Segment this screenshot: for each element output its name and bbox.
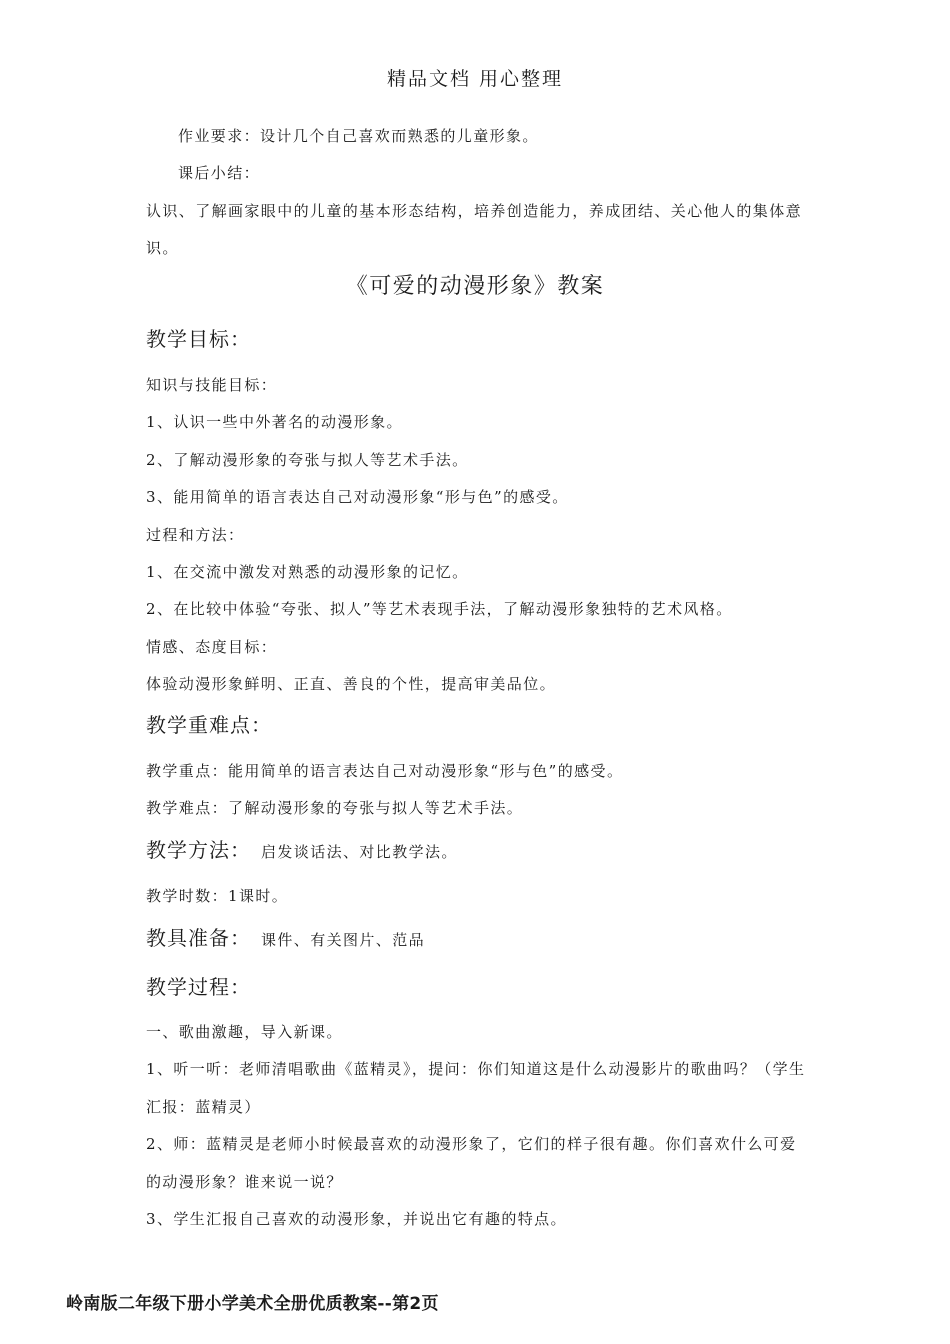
step-1-line-1: 1、听一听：老师清唱歌曲《蓝精灵》，提问：你们知道这是什么动漫影片的歌曲吗？（学生 [146, 1060, 806, 1078]
step-2-line-1: 2、师：蓝精灵是老师小时候最喜欢的动漫形象了，它们的样子很有趣。你们喜欢什么可爱 [146, 1135, 797, 1153]
knowledge-item-2: 2、了解动漫形象的夸张与拟人等艺术手法。 [146, 451, 469, 469]
tools-row [146, 922, 425, 951]
tools-text: 课件、有关图片、范品 [261, 931, 426, 949]
page-header: 精品文档 用心整理 [386, 68, 564, 90]
emotion-text: 体验动漫形象鲜明、正直、善良的个性，提高审美品位。 [146, 675, 557, 693]
process-item-1: 1、在交流中激发对熟悉的动漫形象的记忆。 [146, 563, 469, 581]
summary-line-1: 认识、了解画家眼中的儿童的基本形态结构，培养创造能力，养成团结、关心他人的集体意 [146, 202, 803, 220]
summary-line-2: 识。 [146, 239, 179, 257]
step-2-line-2: 的动漫形象？谁来说一说？ [146, 1173, 343, 1191]
method-text: 启发谈话法、对比教学法。 [261, 843, 458, 861]
homework-text: 作业要求：设计几个自己喜欢而熟悉的儿童形象。 [178, 127, 539, 145]
knowledge-item-3: 3、能用简单的语言表达自己对动漫形象“形与色”的感受。 [146, 488, 569, 506]
hard-point-text: 教学难点：了解动漫形象的夸张与拟人等艺术手法。 [146, 799, 524, 817]
step-3: 3、学生汇报自己喜欢的动漫形象，并说出它有趣的特点。 [146, 1210, 567, 1228]
step-0: 一、歌曲激趣，导入新课。 [146, 1023, 343, 1041]
knowledge-item-1: 1、认识一些中外著名的动漫形象。 [146, 413, 403, 431]
document-title: 《可爱的动漫形象》教案 [345, 274, 605, 299]
page-footer: 岭南版二年级下册小学美术全册优质教案--第2页 [66, 1294, 439, 1314]
difficulty-heading: 教学重难点： [146, 713, 272, 737]
step-1-line-2: 汇报：蓝精灵） [146, 1098, 261, 1116]
process-label: 过程和方法： [146, 526, 245, 544]
objectives-heading: 教学目标： [146, 327, 251, 351]
hours-text: 教学时数：1课时。 [146, 887, 289, 905]
key-point-text: 教学重点：能用简单的语言表达自己对动漫形象“形与色”的感受。 [146, 762, 624, 780]
process-item-2: 2、在比较中体验“夸张、拟人”等艺术表现手法，了解动漫形象独特的艺术风格。 [146, 600, 733, 618]
method-heading: 教学方法： [146, 838, 251, 862]
summary-label: 课后小结： [178, 164, 261, 182]
method-row [146, 834, 458, 863]
tools-heading: 教具准备： [146, 926, 251, 950]
knowledge-label: 知识与技能目标： [146, 376, 278, 394]
emotion-label: 情感、态度目标： [146, 638, 278, 656]
process-heading: 教学过程： [146, 975, 251, 999]
